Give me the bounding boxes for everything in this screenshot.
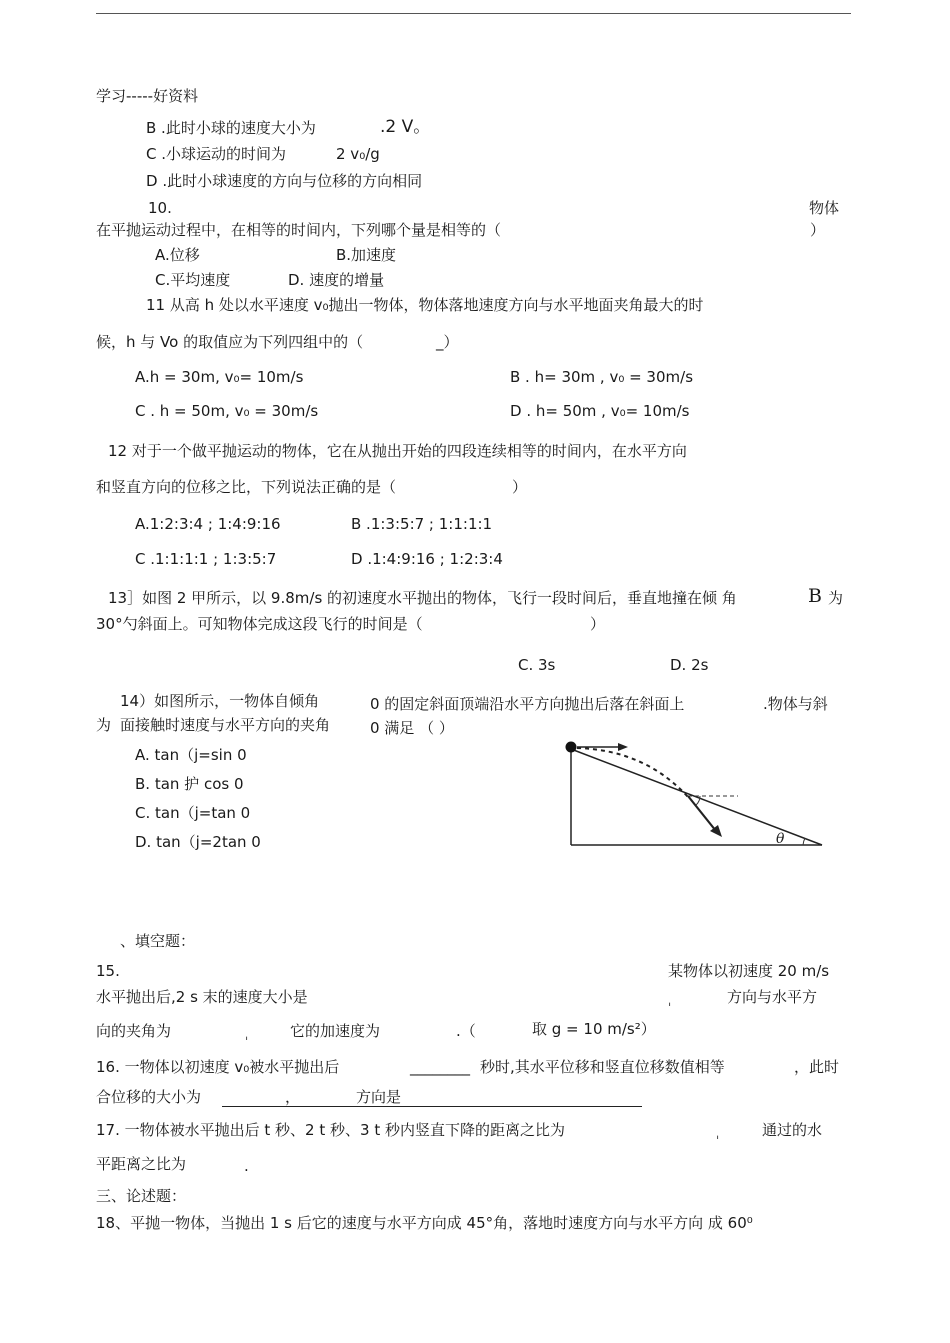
incline-projectile-figure xyxy=(560,735,835,855)
q9-option-b-label: B .此时小球的速度大小为 xyxy=(146,119,316,137)
q13-option-c: C. 3s xyxy=(518,656,556,674)
q12-stem-line1: 12 对于一个做平抛运动的物体，它在从抛出开始的四段连续相等的时间内，在水平方向 xyxy=(108,442,687,460)
q12-paren: ） xyxy=(512,478,528,496)
q14-stem-line1a: 14）如图所示，一物体自倾角 xyxy=(120,692,320,710)
q14-stem-line2b: 面接触时速度与水平方向的夹角 xyxy=(120,716,331,734)
q15-line3b: 它的加速度为 xyxy=(290,1022,381,1040)
q11-stem-line2: 候，h 与 Vo 的取值应为下列四组中的（ xyxy=(96,333,364,351)
q11-option-d: D . h= 50m , v₀= 10m/s xyxy=(510,402,690,420)
q11-stem-line1: 11 从高 h 处以水平速度 v₀抛出一物体，物体落地速度方向与水平地面夹角最大的时 xyxy=(146,296,704,314)
q14-stem-line2c: 0 满足 （ ） xyxy=(370,719,454,737)
initial-velocity-arrowhead xyxy=(618,743,628,751)
q15-line1-tail: 某物体以初速度 20 m/s xyxy=(668,962,830,980)
q12-option-a: A.1:2:3:4 ; 1:4:9:16 xyxy=(135,515,281,533)
q14-stem-line2a: 为 xyxy=(96,716,112,734)
q18-stem: 18、平抛一物体，当抛出 1 s 后它的速度与水平方向成 45°角，落地时速度方向与水平方向 成 60⁰ xyxy=(96,1214,753,1232)
q14-option-d: D. tan（j=2tan 0 xyxy=(135,833,261,851)
q9-option-d: D .此时小球速度的方向与位移的方向相同 xyxy=(146,172,423,190)
q10-option-c: C.平均速度 xyxy=(155,271,231,289)
q13-stem-line1a: 13］如图 2 甲所示，以 9.8m/s 的初速度水平抛出的物体，飞行一段时间后，垂直地撞在倾 角 xyxy=(108,589,737,607)
q17-line1a: 17. 一物体被水平抛出后 t 秒、2 t 秒、3 t 秒内竖直下降的距离之比为 xyxy=(96,1121,565,1139)
q16-answer-underline xyxy=(222,1106,642,1107)
q13-stem-line1b: 为 xyxy=(828,589,844,607)
q15-dot-1: ˌ xyxy=(668,993,672,1007)
projectile-ball xyxy=(566,742,577,753)
incline-angle-label: θ xyxy=(776,831,785,847)
q14-option-a: A. tan（j=sin 0 xyxy=(135,746,247,764)
q15-line2: 水平抛出后,2 s 末的速度大小是 xyxy=(96,988,308,1006)
q15-line2-tail: 方向与水平方 xyxy=(727,988,818,1006)
q15-line3a: 向的夹角为 xyxy=(96,1022,172,1040)
incline-angle-arc xyxy=(803,838,805,845)
q13-option-d: D. 2s xyxy=(670,656,709,674)
q10-option-b: B.加速度 xyxy=(336,246,397,264)
q10-option-a: A.位移 xyxy=(155,246,200,264)
q15-number: 15. xyxy=(96,962,120,980)
q15-line3d: 取 g = 10 m/s²） xyxy=(532,1020,656,1038)
q13-paren: ） xyxy=(590,615,606,633)
q11-blank: _） xyxy=(436,333,459,351)
q16-line2a: 合位移的大小为 xyxy=(96,1088,202,1106)
q10-number: 10. xyxy=(148,199,172,217)
q10-option-d: D. 速度的增量 xyxy=(288,271,385,289)
q12-option-d: D .1:4:9:16 ; 1:2:3:4 xyxy=(351,550,503,568)
q11-option-b: B . h= 30m , v₀ = 30m/s xyxy=(510,368,694,386)
q14-stem-line1c: .物体与斜 xyxy=(763,695,828,713)
q15-line3c: .（ xyxy=(456,1022,476,1040)
q9-option-c-value: 2 v₀/g xyxy=(336,145,380,163)
q9-option-b-value: .2 V。 xyxy=(380,117,431,137)
q9-option-c-label: C .小球运动的时间为 xyxy=(146,145,287,163)
q10-line-tail: 物体 xyxy=(809,199,840,217)
section-essay: 三、论述题： xyxy=(96,1187,187,1205)
q14-stem-line1b: 0 的固定斜面顶端沿水平方向抛出后落在斜面上 xyxy=(370,695,685,713)
q17-line2a: 平距离之比为 xyxy=(96,1155,187,1173)
q14-option-b: B. tan 护 cos 0 xyxy=(135,775,244,793)
q16-line2b: ， xyxy=(285,1088,301,1106)
q16-line1c: ，此时 xyxy=(794,1058,840,1076)
q12-option-c: C .1:1:1:1 ; 1:3:5:7 xyxy=(135,550,277,568)
q15-dot-2: ˌ xyxy=(245,1027,249,1041)
q11-option-c: C . h = 50m, v₀ = 30m/s xyxy=(135,402,319,420)
q17-line2b: . xyxy=(244,1157,249,1175)
q12-stem-line2: 和竖直方向的位移之比，下列说法正确的是（ xyxy=(96,478,397,496)
q16-line1b: 秒时,其水平位移和竖直位移数值相等 xyxy=(480,1058,725,1076)
q16-line1a: 16. 一物体以初速度 v₀被水平抛出后 xyxy=(96,1058,340,1076)
q17-dot: ˌ xyxy=(716,1126,720,1140)
q10-stem: 在平抛运动过程中，在相等的时间内，下列哪个量是相等的（ xyxy=(96,221,502,239)
page-header: 学习-----好资料 xyxy=(96,87,199,105)
q16-blank1: ________ xyxy=(410,1058,470,1076)
section-fill-in: 、填空题： xyxy=(120,932,196,950)
q16-line2c: 方向是 xyxy=(356,1088,402,1106)
q12-option-b: B .1:3:5:7 ; 1:1:1:1 xyxy=(351,515,493,533)
q14-option-c: C. tan（j=tan 0 xyxy=(135,804,251,822)
q11-option-a: A.h = 30m, v₀= 10m/s xyxy=(135,368,304,386)
q17-line1b: 通过的水 xyxy=(762,1121,823,1139)
header-rule xyxy=(96,13,851,14)
impact-velocity-arrow xyxy=(688,796,716,831)
q13-stem-line2: 30°勺斜面上。可知物体完成这段飞行的时间是（ xyxy=(96,615,423,633)
q10-paren: ） xyxy=(810,221,826,239)
q13-angle-letter: B xyxy=(808,585,822,607)
